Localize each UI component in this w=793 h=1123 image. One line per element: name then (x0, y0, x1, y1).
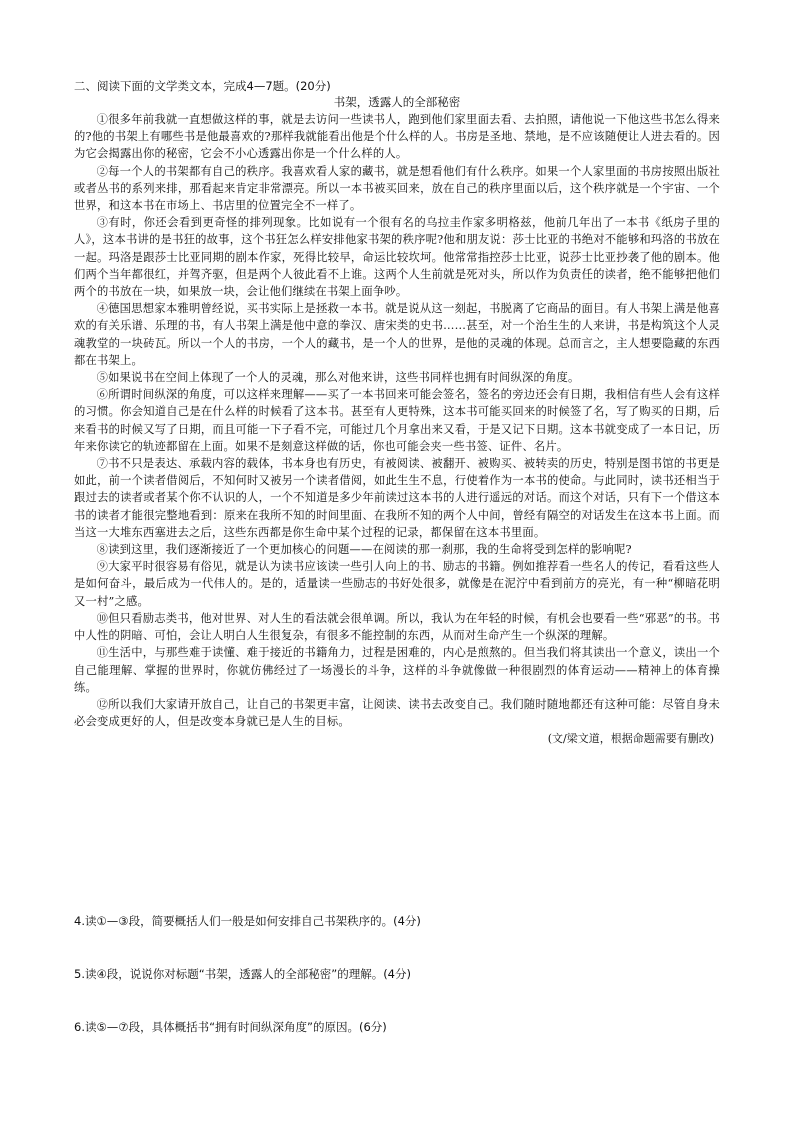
paragraph-5: ⑤如果说书在空间上体现了一个人的灵魂，那么对他来讲，这些书同样也拥有时间纵深的角度。 (96, 371, 580, 385)
paragraph-9: ⑨大家平时很容易有俗见，就是认为读书应该读一些引人向上的书、励志的书籍。例如推荐看一些名人的传记，看看这些人是如何奋斗，最后成为一代伟人的。是的，适量读一些励志的书好处很多，就像是在泥泞中看到前方的亮光，有一种“柳暗花明又一村”之感。 (74, 560, 720, 608)
section-heading: 二、阅读下面的文学类文本，完成4—7题。(20分) (74, 79, 331, 93)
question-4: 4.读①—③段，简要概括人们一般是如何安排自己书架秩序的。(4分) (74, 914, 421, 928)
paragraph-2: ②每一个人的书架都有自己的秩序。我喜欢看人家的藏书，就是想看他们有什么秩序。如果一个人家里面的书房按照出版社或者丛书的系列来排，那看起来肯定非常漂亮。所以一本书被买回来，放在自己的秩序里面以后，这个秩序就是一个宇宙、一个世界，和这本书在市场上、书店里的位置完全不一样了。 (74, 164, 720, 213)
paragraph-11: ⑪生活中，与那些难于读懂、难于接近的书籍角力，过程是困难的，内心是煎熬的。但当我们将其读出一个意义，读出一个自己能理解、掌握的世界时，你就仿佛经过了一场漫长的斗争，这样的斗争就像做一种很剧烈的体育运动——精神上的体育操练。 (74, 646, 720, 694)
question-5: 5.读④段，说说你对标题“书架，透露人的全部秘密”的理解。(4分) (74, 967, 411, 981)
paragraph-1: ①很多年前我就一直想做这样的事，就是去访问一些读书人，跑到他们家里面去看、去拍照，请他说一下他这些书怎么得来的?他的书架上有哪些书是他最喜欢的?那样我就能看出他是个什么样的人。书房是圣地、禁地，是不应该随便让人进去看的。因为它会揭露出你的秘密，它会不小心透露出你是一个什么样的人。 (74, 113, 720, 161)
paragraph-8: ⑧读到这里，我们逐渐接近了一个更加核心的问题——在阅读的那一刹那，我的生命将受到怎样的影响呢? (96, 543, 632, 557)
paragraph-12: ⑫所以我们大家请开放自己，让自己的书架更丰富，让阅读、读书去改变自己。我们随时随地都还有这种可能：尽管自身未必会变成更好的人，但是改变本身就已是人生的目标。 (74, 697, 720, 729)
paragraph-7: ⑦书不只是表达、承载内容的载体，书本身也有历史，有被阅读、被翻开、被购买、被转卖的历史，特别是图书馆的书更是如此，前一个读者借阅后，不知何时又被另一个读者借阅，如此生生不息，行使着作为一本书的使命。与此同时，读书还相当于跟过去的读者或者某个你不认识的人，一个不知道是多少年前读过这本书的人进行遥远的对话。而这个对话，只有下一个借这本书的读者才能很完整地看到：原来在我所不知的时间里面、在我所不知的两个人中间，曾经有隔空的对话发生在这本书上面。而当这一大堆东西塞进去之后，这些东西都是你生命中某个过程的记录，都保留在这本书里面。 (74, 457, 720, 539)
source-note: (文/梁文道，根据命题需要有删改) (547, 732, 714, 746)
paragraph-3: ③有时，你还会看到更奇怪的排列现象。比如说有一个很有名的乌拉圭作家多明格兹，他前几年出了一本书《纸房子里的人》，这本书讲的是书狂的故事，这个书狂怎么样安排他家书架的秩序呢?他和朋友说：莎士比亚的书绝对不能够和玛洛的书放在一起。玛洛是跟莎士比亚同期的剧本作家，死得比较早，命运比较坎坷。他常常指控莎士比亚，说莎士比亚抄袭了他的剧本。他们两个当年都很红，并驾齐驱，但是两个人彼此看不上谁。这两个人生前就是死对头，所以作为负责任的读者，绝不能够把他们两个的书放在一块，如果放一块，会让他们继续在书架上面争吵。 (74, 216, 720, 299)
paragraph-6: ⑥所谓时间纵深的角度，可以这样来理解——买了一本书回来可能会签名，签名的旁边还会有日期，我相信有些人会有这样的习惯。你会知道自己是在什么样的时候看了这本书。甚至有人更特殊，这本书可能买回来的时候签了名，写了购买的日期，后来看书的时候又写了日期，而且可能一下子看不完，可能过几个月拿出来又看，于是又记下日期。这本书就变成了一本日记，历年来你读它的轨迹都留在上面。如果不是刻意这样做的话，你也可能会夹一些书签、证件、名片。 (74, 388, 720, 453)
paragraph-10: ⑩但只看励志类书，他对世界、对人生的看法就会很单调。所以，我认为在年轻的时候，有机会也要看一些“邪恶”的书。书中人性的阴暗、可怕，会让人明白人生很复杂，有很多不能控制的东西，从而对生命产生一个纵深的理解。 (74, 611, 720, 643)
question-6: 6.读⑤—⑦段，具体概括书“拥有时间纵深角度”的原因。(6分) (74, 1020, 387, 1034)
paragraph-4: ④德国思想家本雅明曾经说，买书实际上是拯救一本书。就是说从这一刻起，书脱离了它商品的面目。有人书架上满是他喜欢的有关乐谱、乐理的书，有人书架上满是他中意的拳汉、唐宋类的史书……甚至，对一个治生生的人来讲，书是构筑这个人灵魂教堂的一块砖瓦。所以一个人的书房，一个人的藏书，是一个人的世界，是他的灵魂的体现。总而言之，主人想要隐藏的东西都在书架上。 (74, 302, 720, 367)
reading-passage (74, 78, 720, 747)
article-title: 书架，透露人的全部秘密 (333, 95, 461, 109)
